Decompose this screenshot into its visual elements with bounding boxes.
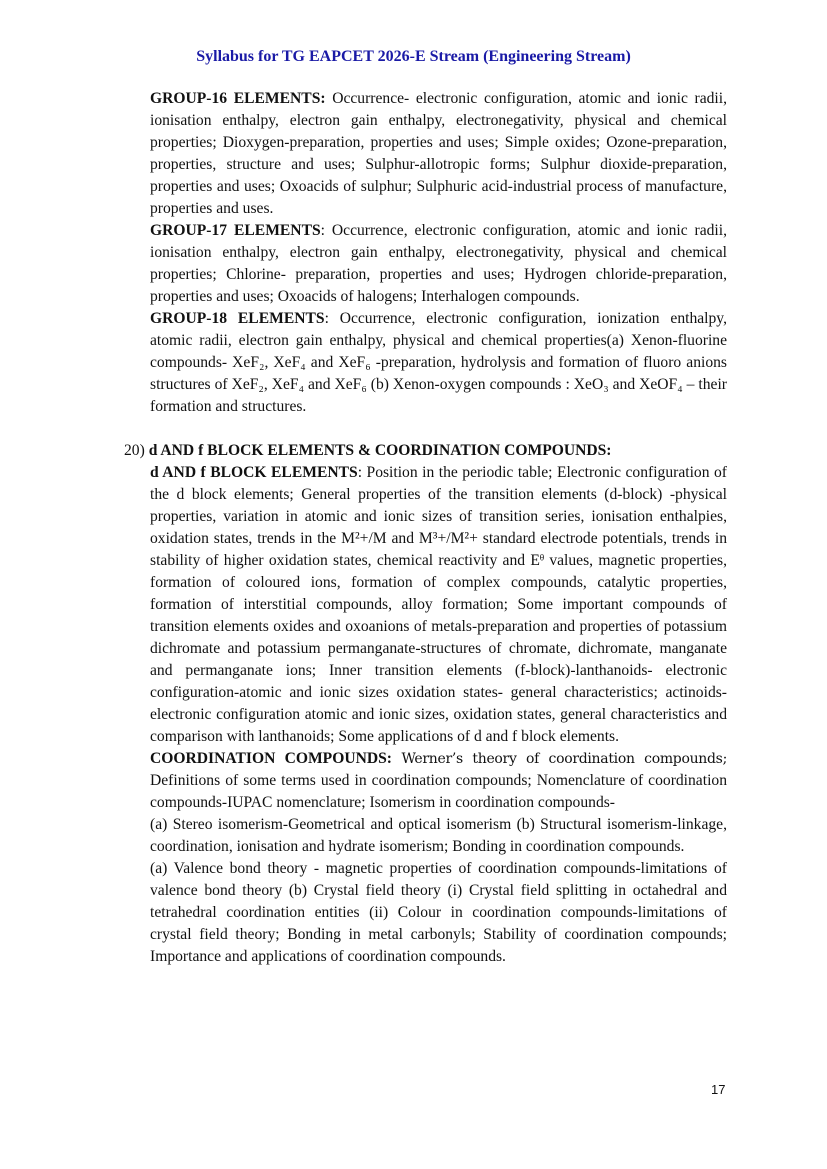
section-body [150,462,727,968]
group-17-heading: GROUP-17 ELEMENTS [150,222,321,239]
group-18-paragraph [150,308,727,418]
df-block-heading: d AND f BLOCK ELEMENTS [150,464,358,481]
group-18-text: : Occurrence, electronic configuration, ionization enthalpy, atomic radii, electron gain enthalpy, physical and chemical properties(a) Xenon-fluorine compounds- XeF₂, XeF₄ and XeF₆ -preparation, hydrolysis and formation of fluoro anions structures of XeF₂, XeF₄ and XeF₆ (b) Xenon-oxygen compounds : XeO₃ and XeOF₄ – their formation and structures. [150,310,727,415]
group-16-text: Occurrence- electronic configuration, atomic and ionic radii, ionisation enthalpy, electron gain enthalpy, electronegativity, physical and chemical properties; Dioxygen-preparation, properties and uses; Simple oxides; Ozone-preparation, properties, structure and uses; Sulphur-allotropic forms; Sulphur dioxide-preparation, properties and uses; Oxoacids of sulphur; Sulphuric acid-industrial process of manufacture, properties and uses. [150,90,727,217]
coord-text: Definitions of some terms used in coordination compounds; Nomenclature of coordination compounds-IUPAC nomenclature; Isomerism in coordination compounds- [150,772,727,811]
coord-heading: COORDINATION COMPOUNDS: [150,750,392,767]
group-18-heading: GROUP-18 ELEMENTS [150,310,325,327]
section-number: 20) [124,442,145,459]
page-number: 17 [711,1082,726,1097]
group-17-text: : Occurrence, electronic configuration, atomic and ionic radii, ionisation enthalpy, electron gain enthalpy, electronegativity, physical and chemical properties; Chlorine- preparation, properties and uses; Hydrogen chloride-preparation, properties and uses; Oxoacids of halogens; Interhalogen compounds. [150,222,727,305]
coord-lead: Werner’s theory of coordination compounds; [391,751,727,767]
coord-paragraph-2: (a) Stereo isomerism-Geometrical and optical isomerism (b) Structural isomerism-linkage, coordination, ionisation and hydrate isomerism; Bonding in coordination compounds. [150,816,727,855]
group-16-paragraph [150,88,727,220]
coord-paragraph [150,748,727,814]
groups-block [150,88,727,418]
df-block-text: : Position in the periodic table; Electronic configuration of the d block elements; General properties of the transition elements (d-block) -physical properties, variation in atomic and ionic sizes of transition series, ionisation enthalpies, oxidation states, trends in the M²+/M and M³+/M²+ standard electrode potentials, trends in stability of higher oxidation states, chemical reactivity and Eᶿ values, magnetic properties, formation of coloured ions, formation of complex compounds, catalytic properties, formation of interstitial compounds, alloy formation; Some important compounds of transition elements oxides and oxoanions of metals-preparation and properties of potassium dichromate and potassium permanganate-structures of chromate, dichromate, manganate and permanganate ions; Inner transition elements (f-block)-lanthanoids- electronic configuration-atomic and ionic sizes oxidation states- general characteristics; actinoids-electronic configuration atomic and ionic sizes, oxidation states, general characteristics and comparison with lanthanoids; Some applications of d and f block elements. [150,464,727,745]
page-header: Syllabus for TG EAPCET 2026-E Stream (Engineering Stream) [196,48,631,65]
section-heading [124,440,612,462]
section-title: d AND f BLOCK ELEMENTS & COORDINATION COMPOUNDS: [148,442,612,459]
group-17-paragraph [150,220,727,308]
df-block-paragraph [150,462,727,748]
group-16-heading: GROUP-16 ELEMENTS: [150,90,326,107]
coord-paragraph-3: (a) Valence bond theory - magnetic properties of coordination compounds-limitations of valence bond theory (b) Crystal field theory (i) Crystal field splitting in octahedral and tetrahedral coordination entities (ii) Colour in coordination compounds-limitations of crystal field theory; Bonding in metal carbonyls; Stability of coordination compounds; Importance and applications of coordination compounds. [150,860,727,965]
